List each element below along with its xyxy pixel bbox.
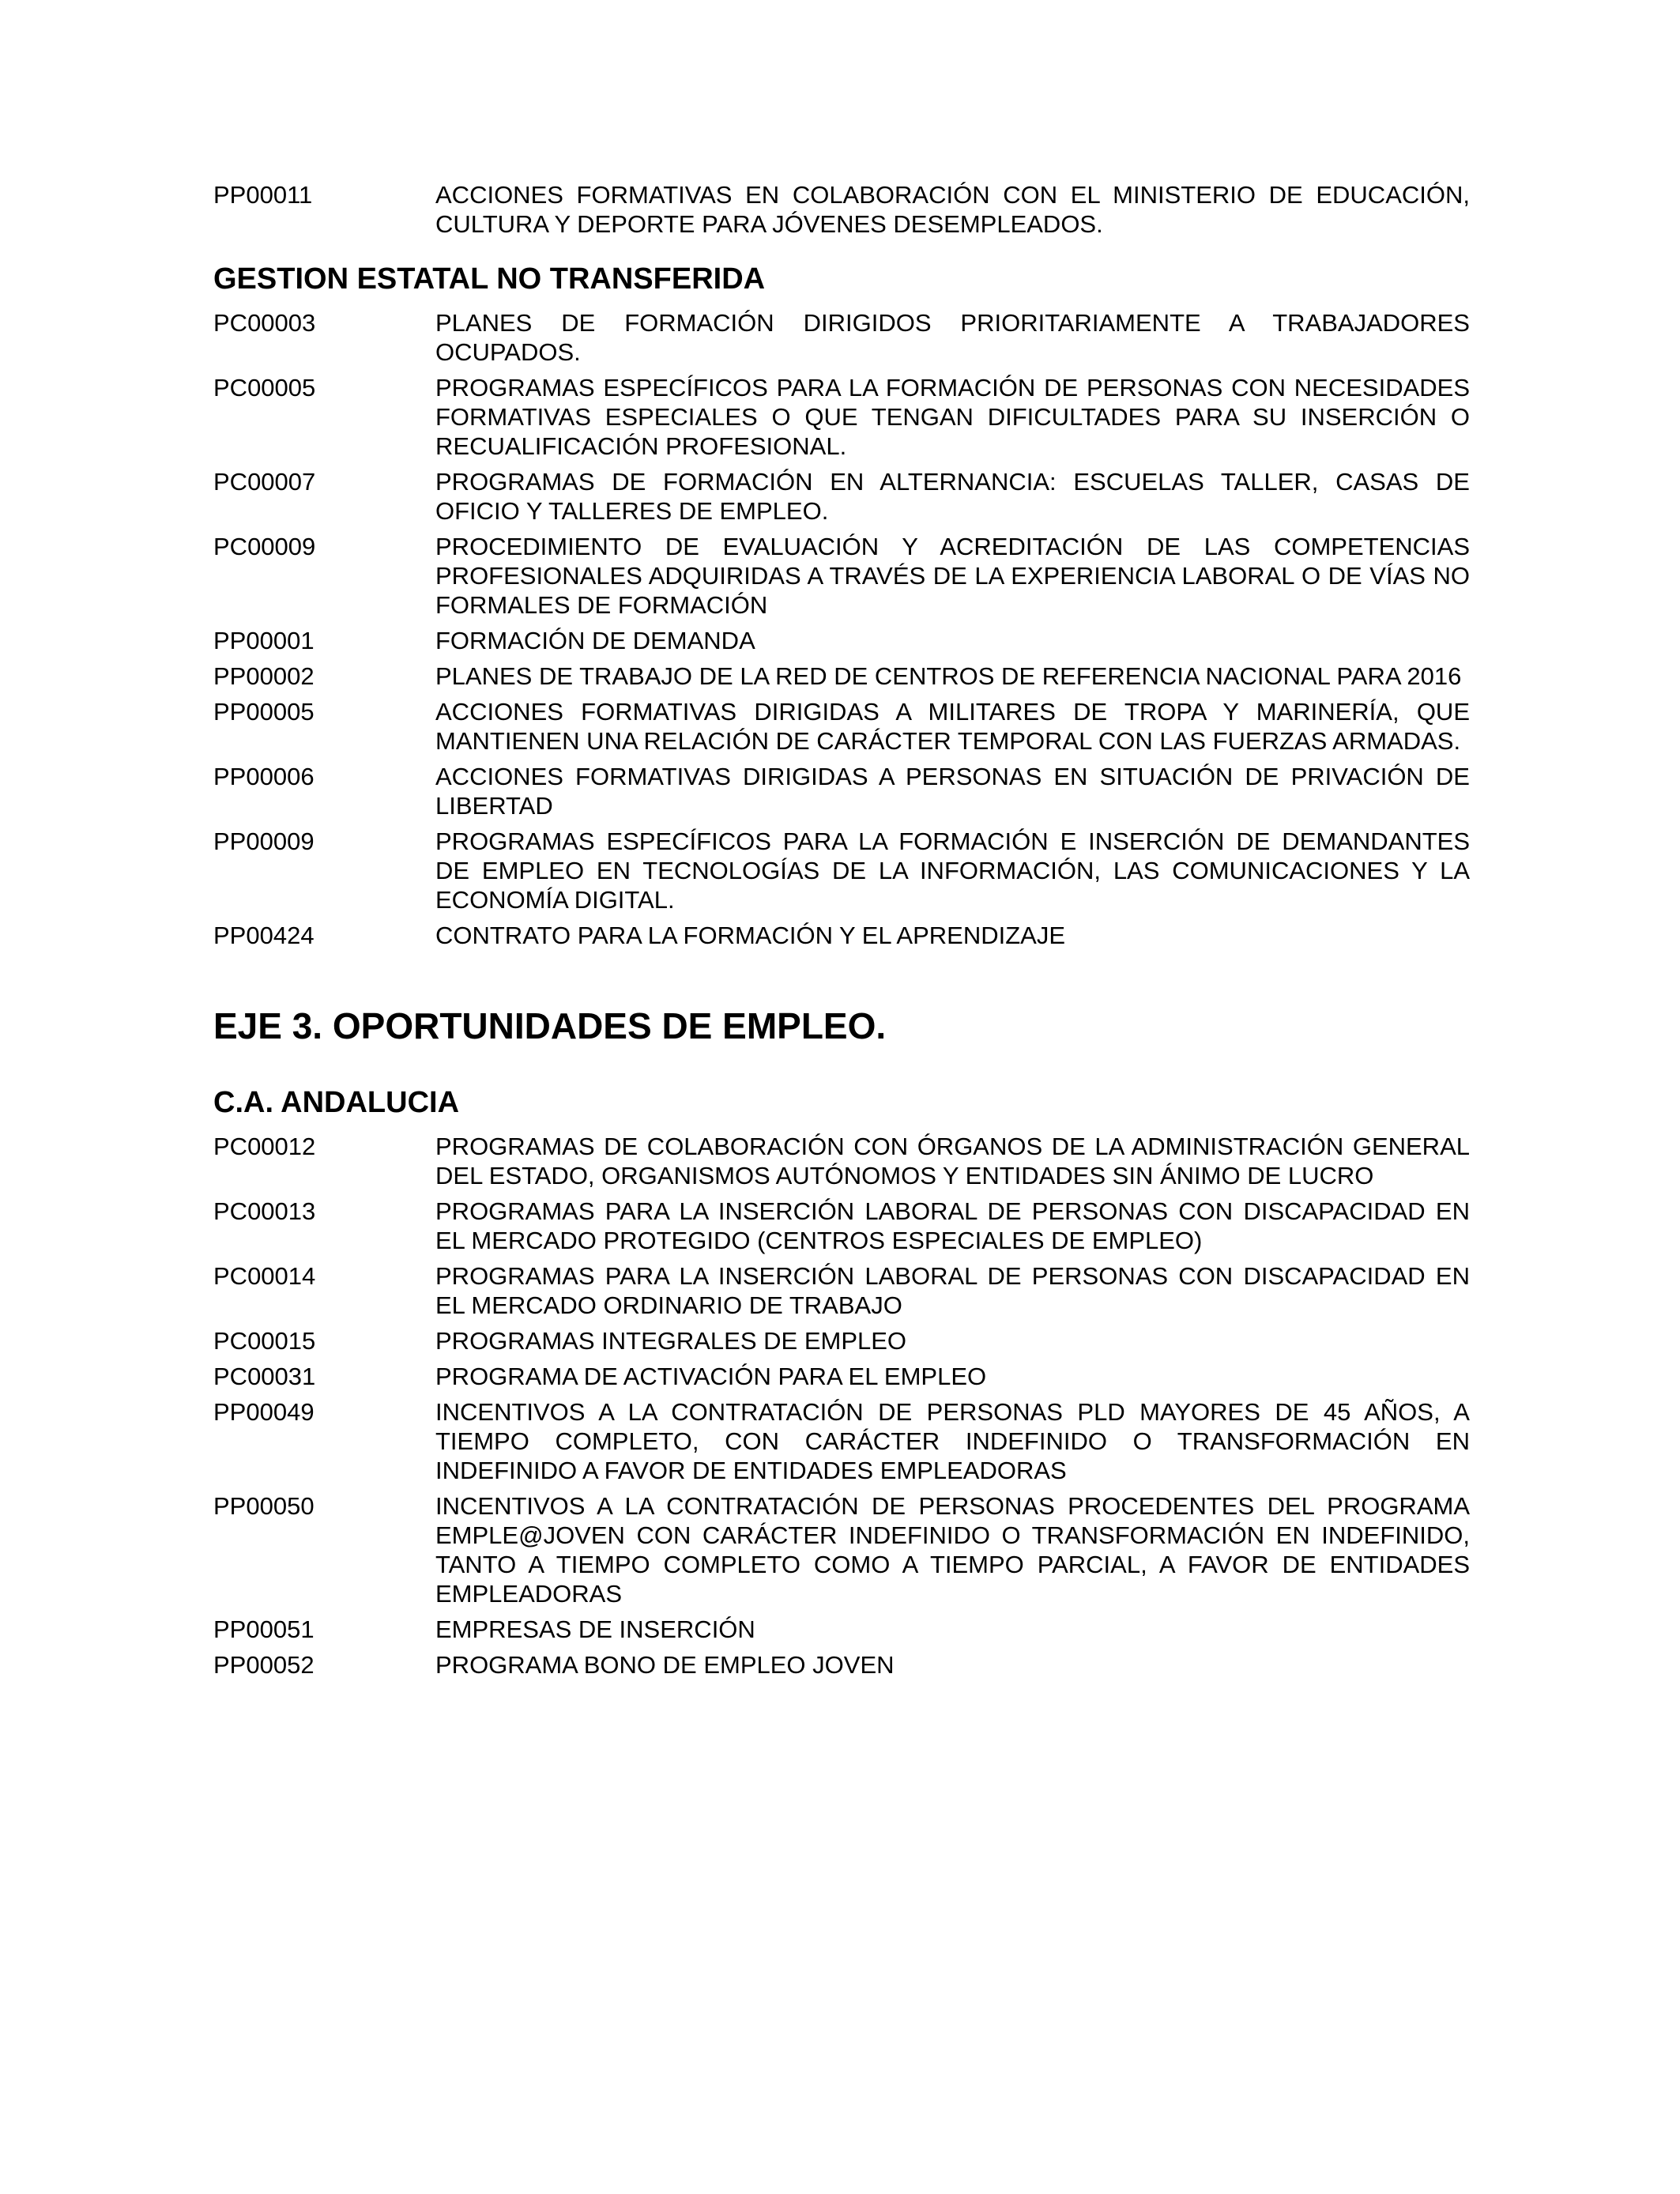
list-item <box>213 1362 1470 1391</box>
list-item <box>213 1491 1470 1608</box>
section-title-andalucia: C.A. ANDALUCIA <box>213 1086 460 1119</box>
list-item <box>213 532 1470 620</box>
list-item <box>213 626 1470 655</box>
program-description: PLANES DE FORMACIÓN DIRIGIDOS PRIORITARIAMENTE A TRABAJADORES OCUPADOS. <box>435 309 1470 366</box>
program-description: PROGRAMAS DE FORMACIÓN EN ALTERNANCIA: ESCUELAS TALLER, CASAS DE OFICIO Y TALLERES DE EMPLEO. <box>435 468 1470 525</box>
list-item <box>213 697 1470 756</box>
list-item <box>213 1397 1470 1485</box>
program-code: PP00424 <box>213 922 315 949</box>
program-description: PROGRAMA BONO DE EMPLEO JOVEN <box>435 1651 895 1679</box>
list-item <box>213 1650 1470 1679</box>
program-description: ACCIONES FORMATIVAS DIRIGIDAS A PERSONAS EN SITUACIÓN DE PRIVACIÓN DE LIBERTAD <box>435 763 1470 820</box>
list-item <box>213 921 1470 950</box>
program-code: PC00013 <box>213 1197 316 1225</box>
list-item <box>213 1261 1470 1320</box>
list-item <box>213 827 1470 914</box>
program-code: PP00001 <box>213 627 315 654</box>
section-title-gestion: GESTION ESTATAL NO TRANSFERIDA <box>213 262 766 296</box>
program-description: CONTRATO PARA LA FORMACIÓN Y EL APRENDIZAJE <box>435 922 1066 949</box>
program-description: PROCEDIMIENTO DE EVALUACIÓN Y ACREDITACIÓN DE LAS COMPETENCIAS PROFESIONALES ADQUIRIDAS A TRAVÉS DE LA EXPERIENCIA LABORAL O DE VÍAS NO FORMALES DE FORMACIÓN <box>435 533 1470 619</box>
program-code: PC00007 <box>213 468 316 496</box>
program-description: PROGRAMA DE ACTIVACIÓN PARA EL EMPLEO <box>435 1363 987 1390</box>
list-item <box>213 467 1470 526</box>
program-description: PLANES DE TRABAJO DE LA RED DE CENTROS DE REFERENCIA NACIONAL PARA 2016 <box>435 662 1462 690</box>
program-code: PC00012 <box>213 1133 316 1160</box>
program-code: PC00009 <box>213 533 316 560</box>
program-description: ACCIONES FORMATIVAS EN COLABORACIÓN CON EL MINISTERIO DE EDUCACIÓN, CULTURA Y DEPORTE PARA JÓVENES DESEMPLEADOS. <box>435 181 1470 238</box>
program-description: FORMACIÓN DE DEMANDA <box>435 627 755 654</box>
list-item <box>213 373 1470 461</box>
program-code: PP00002 <box>213 662 315 690</box>
program-code: PC00003 <box>213 309 316 337</box>
program-description: PROGRAMAS ESPECÍFICOS PARA LA FORMACIÓN DE PERSONAS CON NECESIDADES FORMATIVAS ESPECIALES O QUE TENGAN DIFICULTADES PARA SU INSERCIÓN O RECUALIFICACIÓN PROFESIONAL. <box>435 374 1470 460</box>
program-code: PP00011 <box>213 181 313 209</box>
program-description: ACCIONES FORMATIVAS DIRIGIDAS A MILITARES DE TROPA Y MARINERÍA, QUE MANTIENEN UNA RELACIÓN DE CARÁCTER TEMPORAL CON LAS FUERZAS ARMADAS. <box>435 698 1470 755</box>
program-description: PROGRAMAS INTEGRALES DE EMPLEO <box>435 1327 907 1355</box>
eje-title: EJE 3. OPORTUNIDADES DE EMPLEO. <box>213 1005 887 1046</box>
program-description: INCENTIVOS A LA CONTRATACIÓN DE PERSONAS PLD MAYORES DE 45 AÑOS, A TIEMPO COMPLETO, CON CARÁCTER INDEFINIDO O TRANSFORMACIÓN EN INDEFINIDO A FAVOR DE ENTIDADES EMPLEADORAS <box>435 1398 1470 1484</box>
program-code: PP00051 <box>213 1615 315 1643</box>
list-item <box>213 1615 1470 1644</box>
list-item <box>213 1326 1470 1355</box>
program-code: PP00050 <box>213 1492 315 1520</box>
program-code: PC00014 <box>213 1262 316 1290</box>
list-item <box>213 308 1470 367</box>
program-code: PP00009 <box>213 827 315 855</box>
program-code: PC00015 <box>213 1327 316 1355</box>
program-code: PP00005 <box>213 698 315 726</box>
program-description: PROGRAMAS PARA LA INSERCIÓN LABORAL DE PERSONAS CON DISCAPACIDAD EN EL MERCADO ORDINARIO DE TRABAJO <box>435 1262 1470 1319</box>
list-item <box>213 1197 1470 1255</box>
list-item <box>213 762 1470 820</box>
list-item <box>213 1132 1470 1190</box>
program-code: PP00049 <box>213 1398 315 1426</box>
program-code: PP00052 <box>213 1651 315 1679</box>
list-item <box>213 662 1470 691</box>
program-description: PROGRAMAS ESPECÍFICOS PARA LA FORMACIÓN E INSERCIÓN DE DEMANDANTES DE EMPLEO EN TECNOLOGÍAS DE LA INFORMACIÓN, LAS COMUNICACIONES Y LA ECONOMÍA DIGITAL. <box>435 827 1470 914</box>
program-code: PC00005 <box>213 374 316 401</box>
program-code: PP00006 <box>213 763 315 790</box>
program-description: INCENTIVOS A LA CONTRATACIÓN DE PERSONAS PROCEDENTES DEL PROGRAMA EMPLE@JOVEN CON CARÁCTER INDEFINIDO O TRANSFORMACIÓN EN INDEFINIDO, TANTO A TIEMPO COMPLETO COMO A TIEMPO PARCIAL, A FAVOR DE ENTIDADES EMPLEADORAS <box>435 1492 1470 1608</box>
program-description: PROGRAMAS DE COLABORACIÓN CON ÓRGANOS DE LA ADMINISTRACIÓN GENERAL DEL ESTADO, ORGANISMOS AUTÓNOMOS Y ENTIDADES SIN ÁNIMO DE LUCRO <box>435 1133 1470 1189</box>
program-description: EMPRESAS DE INSERCIÓN <box>435 1615 755 1643</box>
program-code: PC00031 <box>213 1363 316 1390</box>
list-item <box>213 180 1470 239</box>
program-description: PROGRAMAS PARA LA INSERCIÓN LABORAL DE PERSONAS CON DISCAPACIDAD EN EL MERCADO PROTEGIDO (CENTROS ESPECIALES DE EMPLEO) <box>435 1197 1470 1254</box>
document-content <box>213 180 1470 1686</box>
